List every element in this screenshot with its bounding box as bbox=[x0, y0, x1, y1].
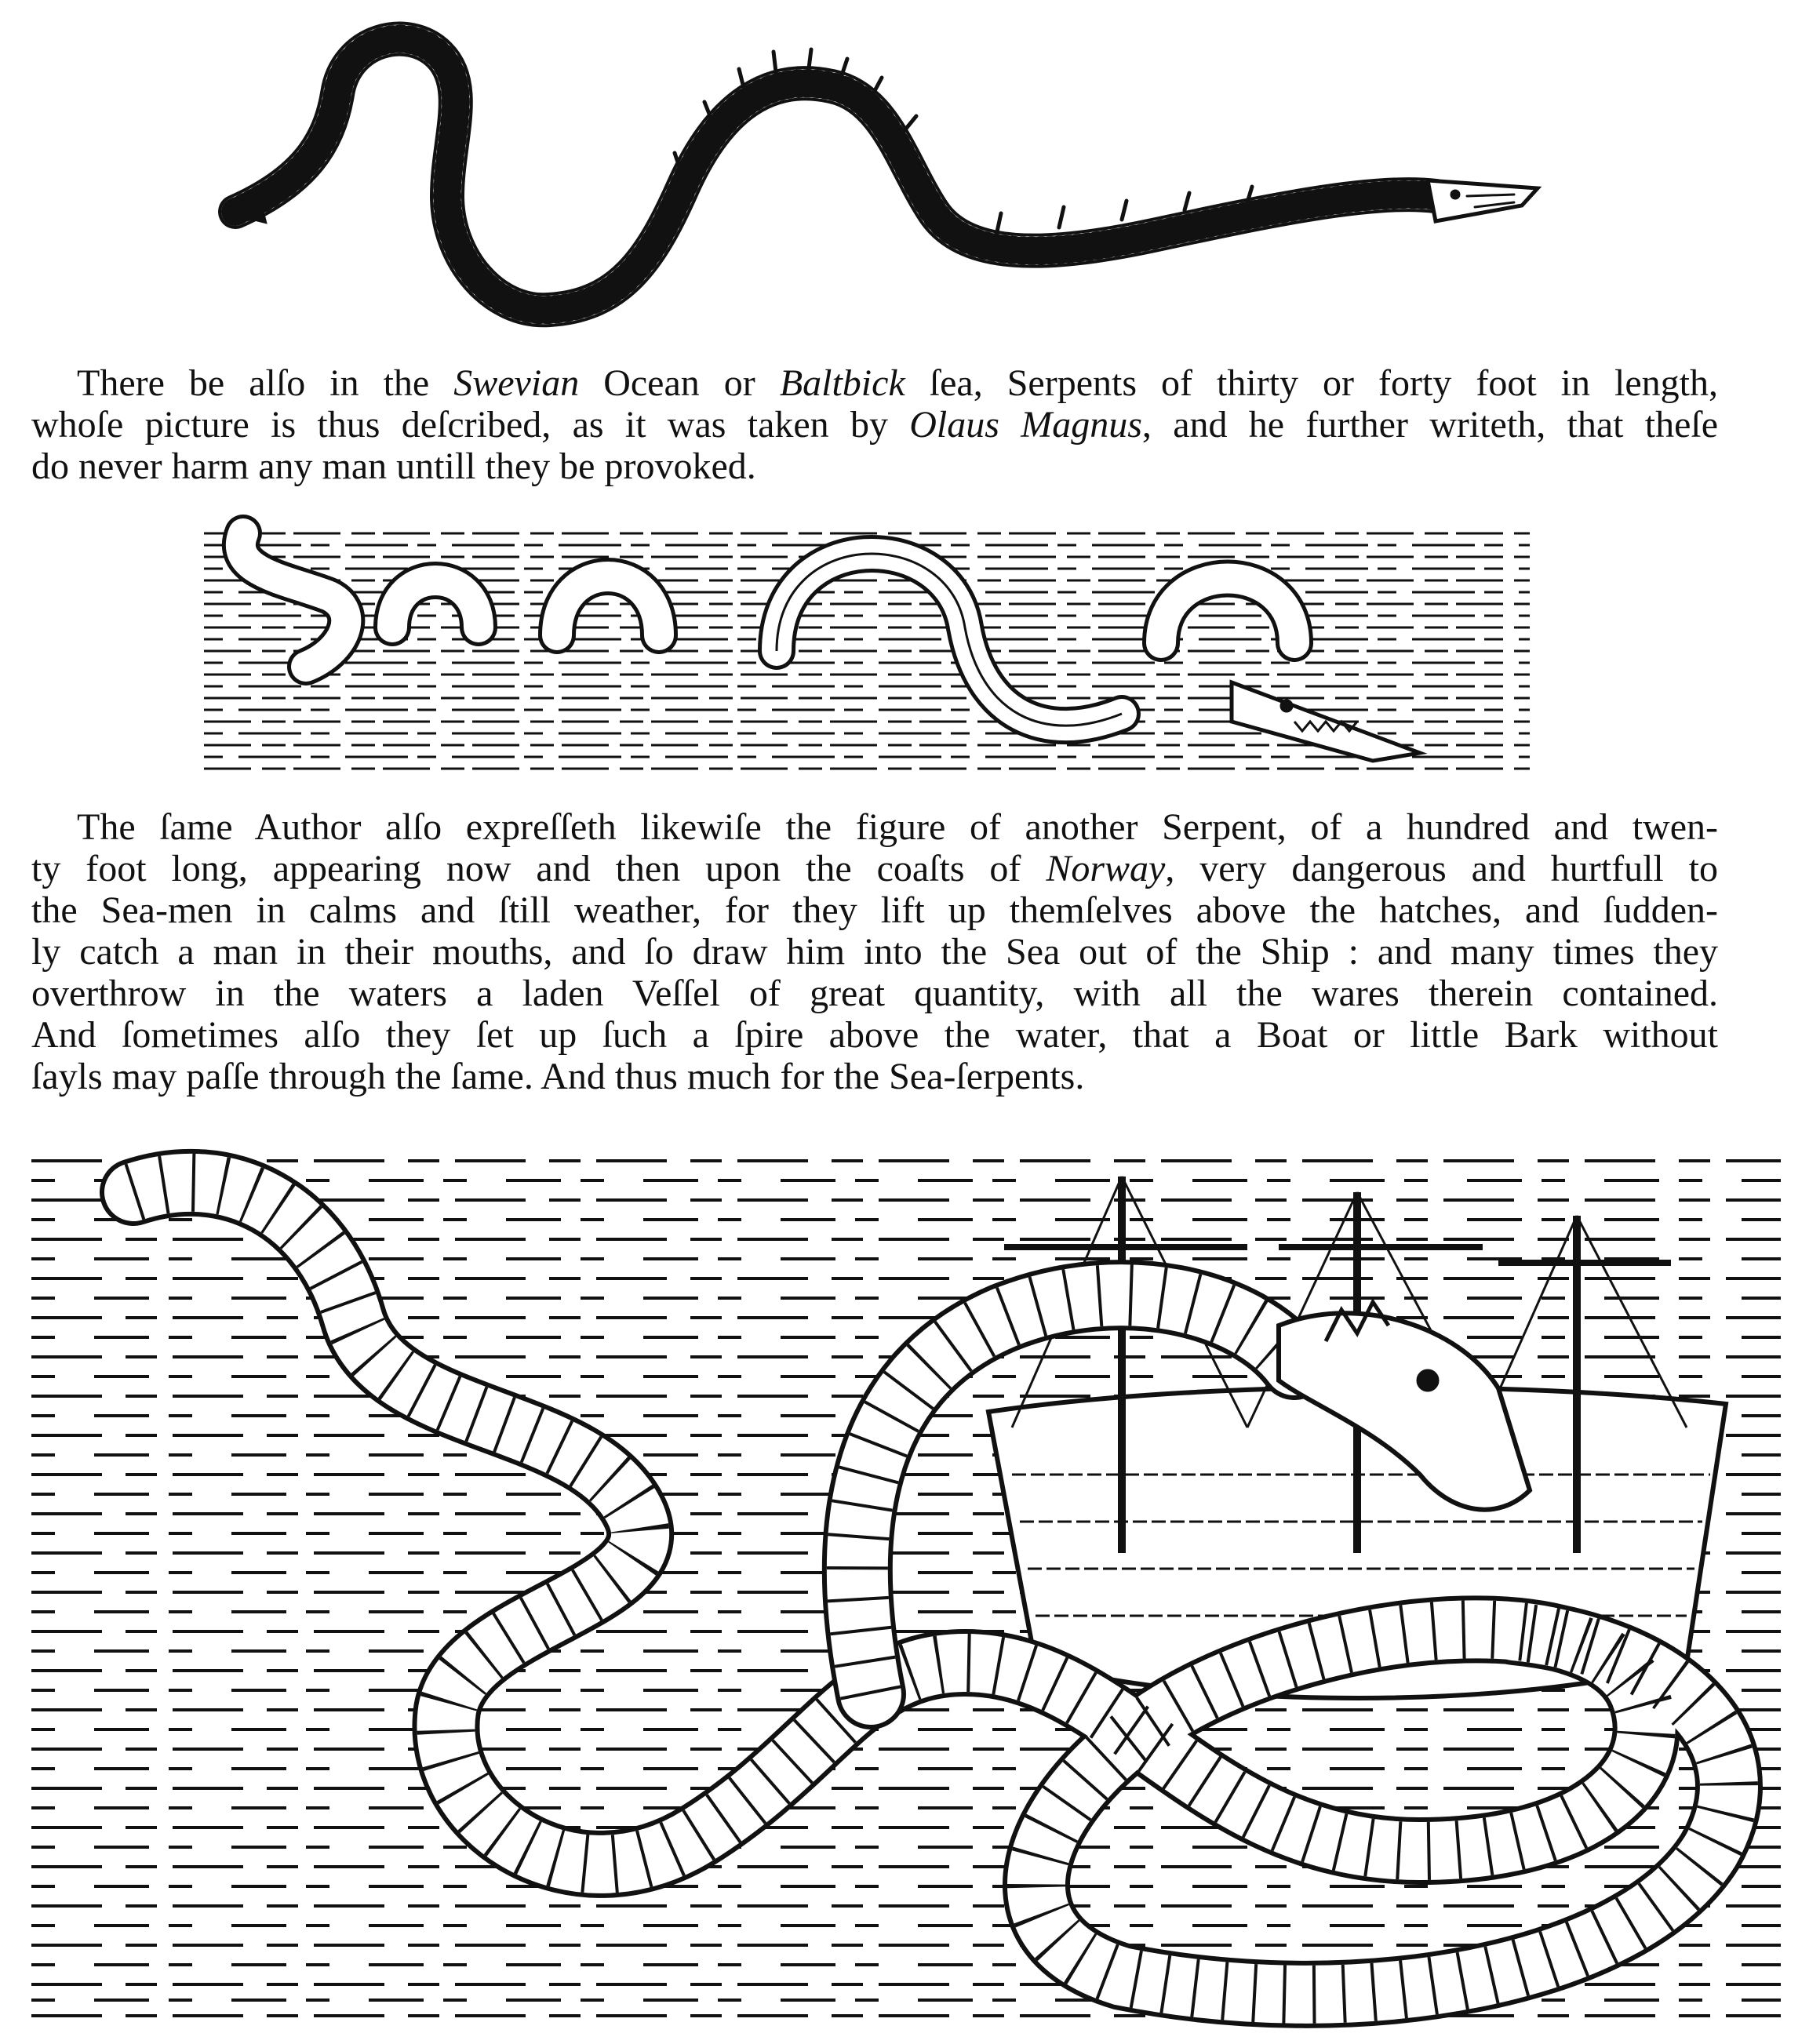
paragraph-1-line-3: do never harm any man untill they be provoked. bbox=[31, 446, 756, 487]
norway-sea-serpent-ship-woodcut bbox=[24, 1145, 1796, 2031]
text-run: ſea, Serpents of thirty or forty foot in length, bbox=[905, 362, 1719, 404]
author-name-olaus-magnus: Olaus Magnus bbox=[909, 404, 1142, 446]
place-name-swevian: Swevian bbox=[453, 362, 580, 404]
text-run: , very dangerous and hurtfull to bbox=[1165, 848, 1718, 889]
place-name-norway: Norway bbox=[1046, 848, 1166, 889]
paragraph-1 bbox=[31, 362, 1718, 487]
paragraph-1-line-2 bbox=[31, 404, 1718, 446]
sea-serpent-woodcut bbox=[212, 0, 1545, 337]
paragraph-2-line-2 bbox=[31, 848, 1718, 889]
paragraph-2-line-1: The ſame Author alſo expreſſeth likewiſe the figure of another Serpent, of a hundred and twen- bbox=[77, 806, 1718, 848]
paragraph-2-line-5: overthrow in the waters a laden Veſſel of great quantity, with all the wares therein contained. bbox=[31, 973, 1718, 1014]
text-run: , and he further writeth, that theſe bbox=[1141, 404, 1719, 446]
paragraph-2-line-3: the Sea-men in calms and ſtill weather, for they lift up themſelves above the hatches, and ſudden- bbox=[31, 889, 1718, 931]
text-run: whoſe picture is thus deſcribed, as it was taken by bbox=[31, 404, 910, 446]
text-run: ty foot long, appearing now and then upon the coaſts of bbox=[31, 848, 1046, 889]
paragraph-2-line-4: ly catch a man in their mouths, and ſo draw him into the Sea out of the Ship : and many times they bbox=[31, 931, 1718, 973]
place-name-baltbick: Baltbick bbox=[779, 362, 905, 404]
text-run: Ocean or bbox=[579, 362, 780, 404]
baltic-sea-serpent-woodcut bbox=[196, 510, 1545, 792]
paragraph-2 bbox=[31, 806, 1718, 1097]
paragraph-1-line-1 bbox=[31, 362, 1718, 404]
text-run: There be alſo in the bbox=[77, 362, 454, 404]
paragraph-2-line-6: And ſometimes alſo they ſet up ſuch a ſpire above the water, that a Boat or little Bark without bbox=[31, 1014, 1718, 1056]
paragraph-2-line-7: ſayls may paſſe through the ſame. And thus much for the Sea-ſerpents. bbox=[31, 1056, 1085, 1097]
